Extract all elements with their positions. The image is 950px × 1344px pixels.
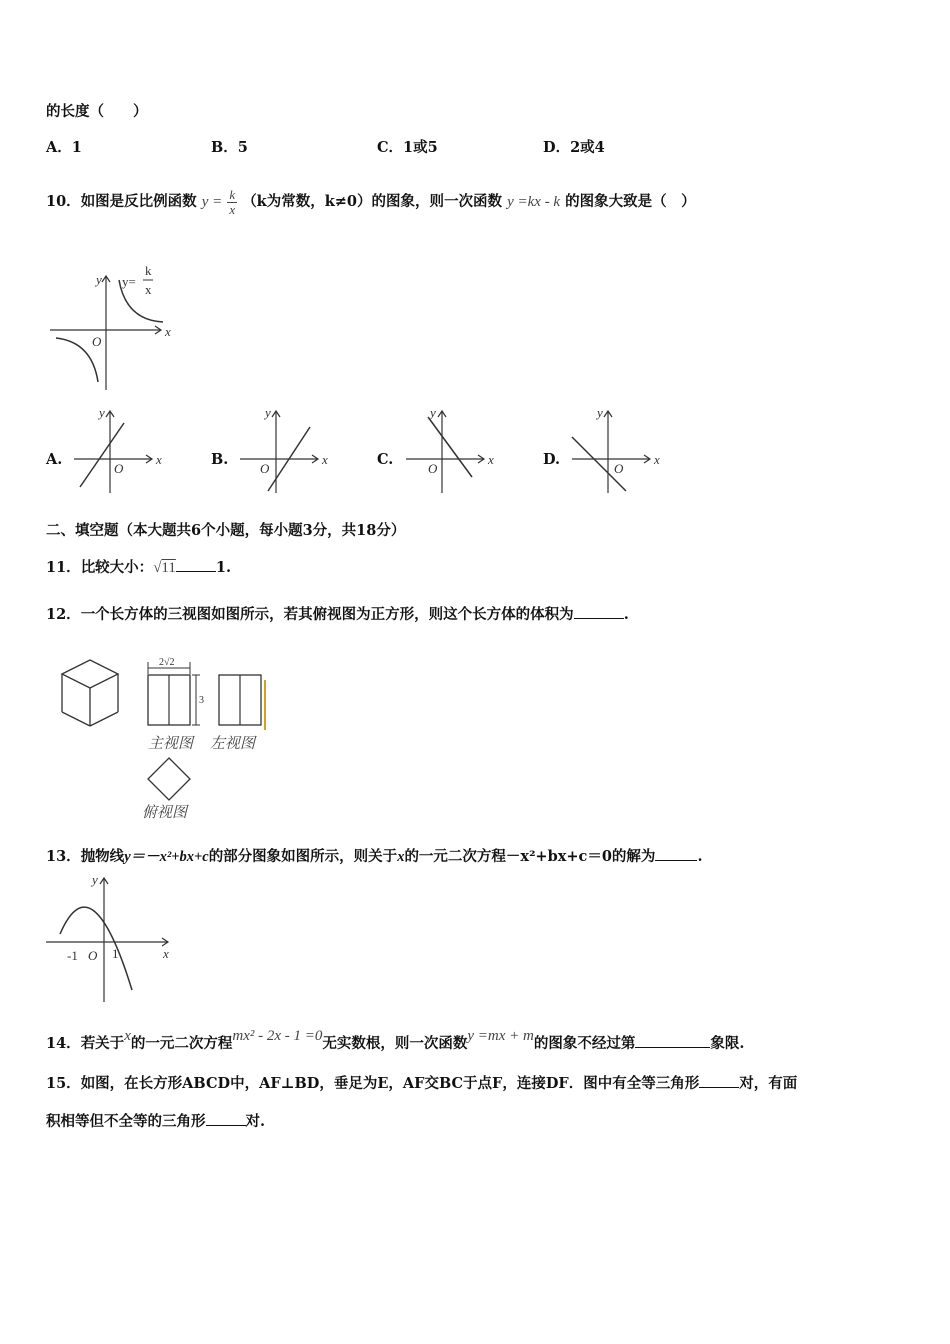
q9-option-a[interactable]: A．1 [46, 139, 82, 156]
svg-text:y: y [99, 405, 105, 420]
q9-option-d[interactable]: D．2或4 [543, 139, 605, 156]
svg-text:y: y [597, 405, 603, 420]
q12-answer-blank[interactable] [574, 618, 624, 619]
svg-text:x: x [488, 452, 494, 467]
q13-stem: 13．抛物线y＝－x²+bx+c的部分图象如图所示，则关于x的一元二次方程－x²+bx+c＝0的解为 . [46, 848, 703, 865]
svg-text:-1: -1 [67, 948, 78, 963]
q10-stem: 10．如图是反比例函数 y = $\frac{k}{x}$ （k为常数，k≠0）的图象，则一次函数 y =kx - k 的图象大致是（ ） [46, 186, 696, 217]
q11-stem: 11．比较大小：√11 1. [46, 559, 232, 576]
svg-text:x: x [145, 282, 152, 297]
q11-answer-blank[interactable] [176, 571, 216, 572]
q12-three-view-figure [58, 650, 273, 822]
q13-answer-blank[interactable] [655, 860, 697, 861]
svg-text:O: O [614, 461, 624, 476]
svg-text:y: y [96, 272, 102, 287]
svg-text:O: O [88, 948, 98, 963]
q10-option-b-label[interactable]: B. [211, 451, 229, 468]
q10-option-d-graph[interactable] [570, 405, 662, 495]
svg-text:x: x [156, 452, 162, 467]
svg-text:y: y [265, 405, 271, 420]
svg-text:k: k [145, 263, 152, 278]
svg-text:x: x [322, 452, 328, 467]
q15-answer-blank-1[interactable] [699, 1087, 739, 1088]
q10-option-d-label[interactable]: D. [543, 451, 561, 468]
q14-stem: 14．若关于x的一元二次方程mx² - 2x - 1 =0无实数根，则一次函数y =mx + m的图象不经过第 象限. [46, 1028, 745, 1052]
q9-option-c[interactable]: C．1或5 [377, 139, 438, 156]
q12-stem: 12．一个长方体的三视图如图所示，若其俯视图为正方形，则这个长方体的体积为 . [46, 606, 629, 623]
svg-text:y: y [430, 405, 436, 420]
q10-option-a-graph[interactable] [72, 405, 164, 495]
q15-answer-blank-2[interactable] [206, 1125, 246, 1126]
svg-text:O: O [428, 461, 438, 476]
q14-answer-blank[interactable] [635, 1047, 710, 1048]
q13-parabola-graph [44, 872, 179, 1004]
svg-text:y: y [92, 872, 98, 887]
svg-text:O: O [260, 461, 270, 476]
q15-line-2: 积相等但不全等的三角形 对. [46, 1113, 266, 1130]
q10-hyperbola-graph [46, 262, 181, 392]
q10-option-c-label[interactable]: C. [377, 451, 394, 468]
svg-text:x: x [654, 452, 660, 467]
svg-text:O: O [92, 334, 102, 349]
svg-text:2√2: 2√2 [159, 657, 175, 668]
section-2-title: 二、填空题（本大题共6个小题，每小题3分，共18分） [46, 522, 406, 539]
svg-text:x: x [163, 946, 169, 961]
svg-text:俯视图: 俯视图 [142, 803, 188, 821]
q9-option-b[interactable]: B．5 [211, 139, 248, 156]
svg-text:3: 3 [199, 695, 204, 706]
svg-text:x: x [165, 324, 171, 339]
q10-option-a-label[interactable]: A. [46, 451, 63, 468]
q9-stem-tail: 的长度（ ） [46, 103, 148, 120]
svg-text:左视图: 左视图 [210, 734, 256, 752]
svg-text:O: O [114, 461, 124, 476]
svg-text:1: 1 [112, 946, 119, 961]
svg-text:y=: y= [122, 274, 136, 289]
q10-option-b-graph[interactable] [238, 405, 330, 495]
svg-text:主视图: 主视图 [148, 734, 194, 752]
q15-line-1: 15．如图，在长方形ABCD中，AF⊥BD，垂足为E，AF交BC于点F，连接DF．图中有全等三角形 对，有面 [46, 1075, 798, 1092]
q10-option-c-graph[interactable] [404, 405, 496, 495]
